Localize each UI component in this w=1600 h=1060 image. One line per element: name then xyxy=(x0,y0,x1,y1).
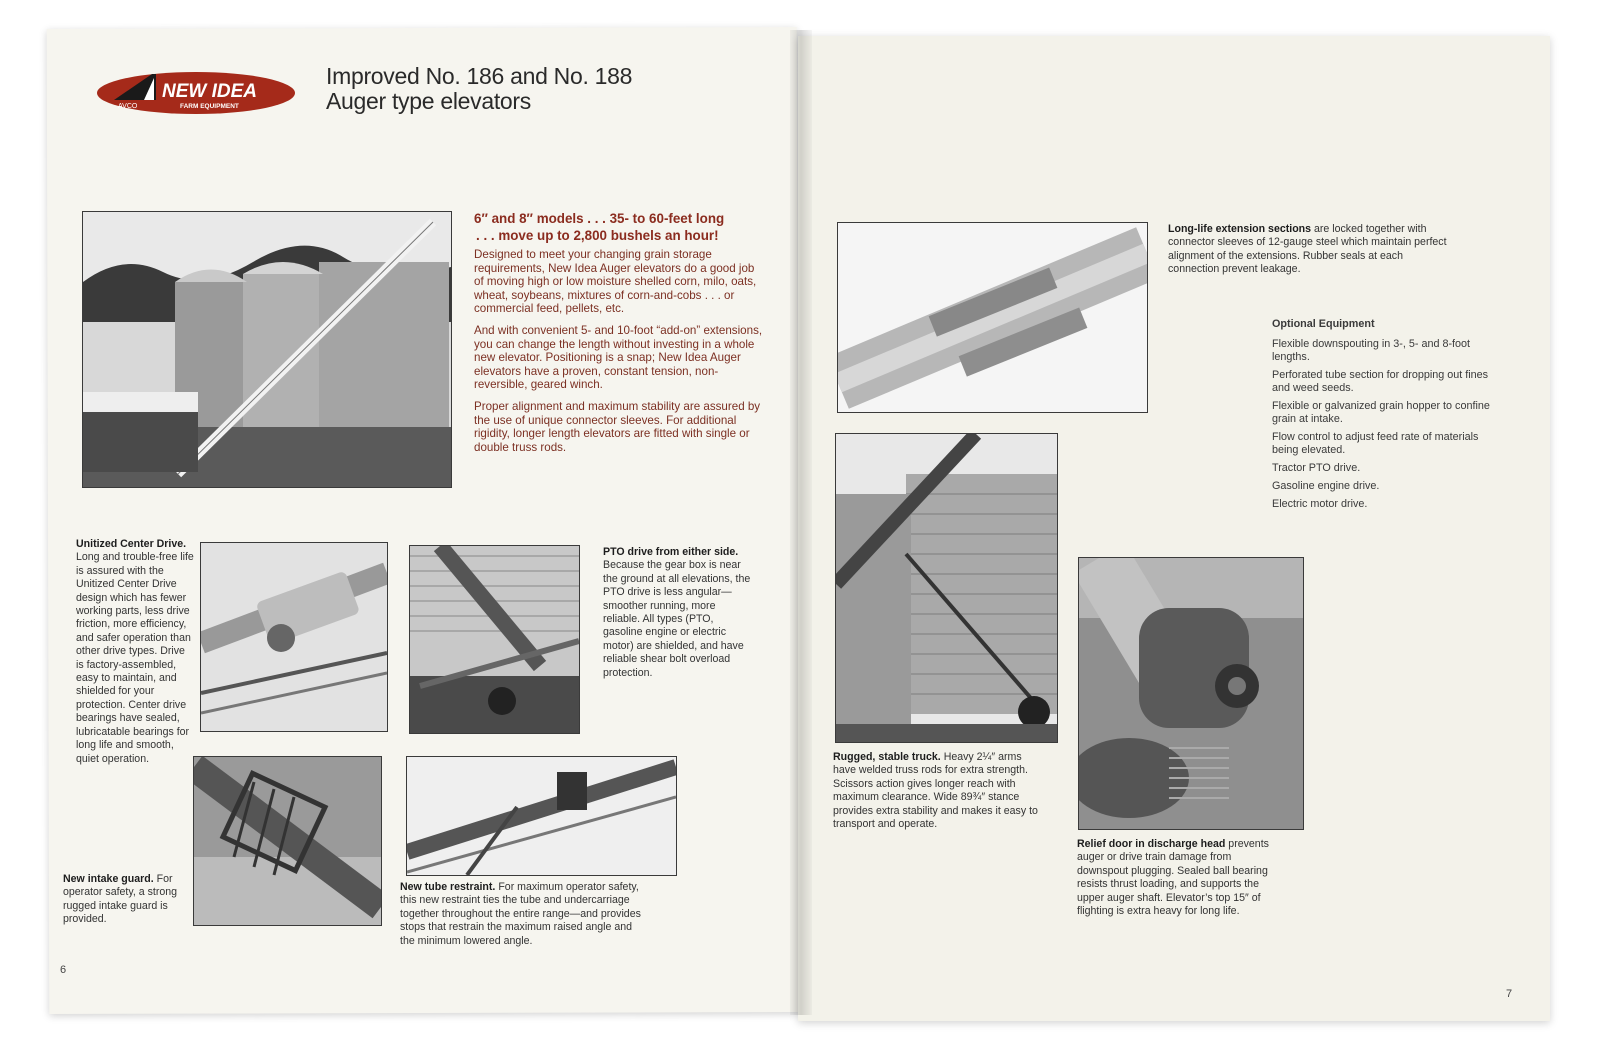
truck-caption xyxy=(833,751,1039,831)
page-title xyxy=(326,64,632,114)
relief-door-caption xyxy=(1077,838,1285,918)
brand-text: NEW IDEA xyxy=(162,81,257,102)
center-drive-caption xyxy=(76,538,194,766)
relief-door-photo xyxy=(1078,557,1304,830)
optional-item: Flexible or galvanized grain hopper to confine grain at intake. xyxy=(1272,400,1490,425)
extension-sections-photo xyxy=(837,222,1148,413)
intro-paragraph-3: Proper alignment and maximum stability are assured by the use of unique connector sleeves. For additional rigidity, longer length elevators are fitted with single or double truss rods. xyxy=(474,399,761,454)
new-idea-logo xyxy=(96,70,296,116)
intake-guard-caption xyxy=(63,873,187,927)
relief-door-text: prevents auger or drive train damage from downspout plugging. Sealed ball bearing resists thrust loading, and supports the upper auger shaft. Elevator’s top 15″ of flighting is extra heavy for long life. xyxy=(1077,838,1269,918)
pto-drive-caption xyxy=(603,546,755,680)
truck-lead: Rugged, stable truck. xyxy=(833,751,941,763)
extension-sections-text: are locked together with connector sleeves of 12-gauge steel which maintain perfect alignment of the extensions. Rubber seals at each connection prevent leakage. xyxy=(1168,223,1447,276)
optional-item: Perforated tube section for dropping out fines and weed seeds. xyxy=(1272,369,1489,394)
pto-drive-photo xyxy=(409,545,580,734)
tube-restraint-photo xyxy=(406,756,677,876)
page-number-left: 6 xyxy=(60,964,67,976)
optional-equipment-heading: Optional Equipment xyxy=(1272,318,1375,330)
optional-item: Tractor PTO drive. xyxy=(1272,462,1361,474)
truck-text: Heavy 2¼″ arms have welded truss rods for extra strength. Scissors action gives longer reach with maximum clearance. Wide 89¾″ stance provides extra stability and makes it easy to transport and operate. xyxy=(833,751,1038,831)
optional-item: Electric motor drive. xyxy=(1272,498,1368,510)
intake-guard-text: For operator safety, a strong rugged intake guard is provided. xyxy=(63,873,178,926)
intro-paragraph-1: Designed to meet your changing grain storage requirements, New Idea Auger elevators do a good job of moving high or low moisture shelled corn, milo, oats, wheat, soybeans, mixtures of corn-and-cobs . . . or commercial feed, pellets, etc. xyxy=(474,248,757,316)
tube-restraint-text: For maximum operator safety, this new restraint ties the tube and undercarriage together throughout the entire range—and provides stops that restrain the maximum raised angle and the minimum lowered angle. xyxy=(400,881,641,947)
center-drive-lead: Unitized Center Drive. xyxy=(76,538,187,550)
truck-photo xyxy=(835,433,1058,743)
title-line-2: Auger type elevators xyxy=(326,88,531,114)
pto-drive-text: Because the gear box is near the ground at all elevations, the PTO drive is less angular—smoother running, more reliable. All types (PTO, gasoline engine or electric motor) are shielded, and have reliable shear bolt overload protection. xyxy=(603,559,751,679)
intake-guard-photo xyxy=(193,756,382,926)
tube-restraint-caption xyxy=(400,881,644,948)
optional-item: Flow control to adjust feed rate of materials being elevated. xyxy=(1272,431,1479,456)
extension-sections-caption xyxy=(1168,223,1448,277)
extension-sections-lead: Long-life extension sections xyxy=(1168,223,1312,235)
pto-drive-lead: PTO drive from either side. xyxy=(603,546,739,558)
optional-item: Flexible downspouting in 3-, 5- and 8-foot lengths. xyxy=(1272,338,1471,363)
intake-guard-lead: New intake guard. xyxy=(63,873,154,885)
center-drive-text: Long and trouble-free life is assured with the Unitized Center Drive design which has fewer working parts, less drive friction, more efficiency, and safer operation than other drive types. Drive is factory-assembled, easy to maintain, and shielded for your protection. Center drive bearings have sealed, lubricatable bearings for long life and smooth, quiet operation. xyxy=(76,551,194,765)
tube-restraint-lead: New tube restraint. xyxy=(400,881,496,893)
main-elevator-photo xyxy=(82,211,452,488)
optional-equipment xyxy=(1272,318,1492,516)
intro-paragraph-2: And with convenient 5- and 10-foot “add-on” extensions, you can change the length without investing in a whole new elevator. Positioning is a snap; New Idea Auger elevators have a proven, constant tension, non-reversible, geared winch. xyxy=(474,323,763,392)
headline-line-1: 6″ and 8″ models . . . 35- to 60-feet long xyxy=(474,211,725,226)
intro-body xyxy=(474,248,764,462)
page-gutter xyxy=(790,30,812,1015)
intro-headline xyxy=(474,210,764,244)
headline-line-2: . . . move up to 2,800 bushels an hour! xyxy=(476,228,719,243)
relief-door-lead: Relief door in discharge head xyxy=(1077,838,1226,850)
brand-subtitle: FARM EQUIPMENT xyxy=(180,103,239,110)
page-number-right: 7 xyxy=(1506,988,1513,1000)
optional-item: Gasoline engine drive. xyxy=(1272,480,1380,492)
center-drive-photo xyxy=(200,542,388,732)
title-line-1: Improved No. 186 and No. 188 xyxy=(326,63,633,89)
avco-text: AVCO xyxy=(118,103,138,110)
